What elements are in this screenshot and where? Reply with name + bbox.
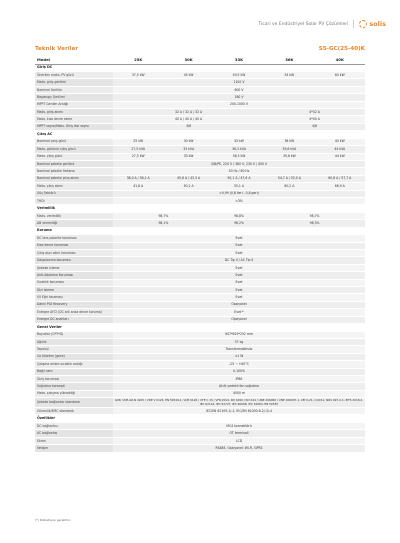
spec-label: Nominal şebeke frekansı: [35, 168, 113, 175]
spec-label: Dizi İzleme: [35, 287, 113, 294]
spec-row: [35, 123, 365, 130]
spec-value: 39,6 kW: [264, 153, 314, 160]
spec-value: 55,1 A: [214, 183, 264, 190]
spec-value: Opsiyonel: [113, 316, 365, 323]
section-title: Çıkış AC: [35, 131, 365, 139]
spec-row: [35, 423, 365, 430]
spec-value: -25 ~ +60°C: [113, 361, 365, 368]
spec-row: [35, 361, 365, 368]
section-title: Giriş DC: [35, 64, 365, 72]
spec-label: Bağıl nem: [35, 368, 113, 375]
spec-label: DC ters polarite koruması: [35, 235, 113, 242]
spec-value: 98,7%: [264, 212, 365, 219]
spec-value: 36,3 kW: [214, 153, 264, 160]
spec-value: 1100 V: [113, 79, 365, 86]
column-header: 40K: [315, 56, 365, 64]
spec-value: G98, VDE-AR-N 4105 / VDE V 0124, EN 50549-1, VDE 0126 / UTE C 15 / VFR:2014, RD 1699 / RD 244 / UNE 206006 / UNE 206007-1, CEI 0-21, C10/11, NRS 097-2-1, EIFS 2018.2, IEC 62116, IEC 61727, IEC 60068, IEC 61683, EN 50530: [114, 398, 364, 406]
spec-row: [35, 316, 365, 323]
section-header: [35, 227, 365, 235]
spec-value: 4/8: [264, 123, 365, 130]
spec-label: Topoloji: [35, 346, 113, 353]
spec-value: RS485, Opsiyonel: Wi-Fi, GPRS: [113, 445, 365, 452]
spec-row: [35, 153, 365, 160]
spec-value: Transformatörsüz: [113, 346, 365, 353]
spec-value: Opsiyonel: [113, 301, 365, 308]
spec-value: >0,99 (0,8 ileri - 0,8 geri): [113, 190, 365, 197]
header-tagline: Ticari ve Endüstriyel Solar PV Çözümleri: [258, 21, 349, 27]
spec-label: Maks. giriş gerilimi: [35, 79, 113, 86]
spec-label: Dahili PID Recovery: [35, 301, 113, 308]
spec-label: THDi: [35, 197, 113, 204]
spec-row: [35, 375, 365, 382]
section-title: Genel Veriler: [35, 323, 365, 331]
spec-value: 38,0 A / 36,1 A: [113, 175, 163, 182]
spec-label: Ağırlık: [35, 338, 113, 345]
spec-label: Sıcaklık koruması: [35, 279, 113, 286]
spec-value: 3/N/PE, 220 V / 380 V, 230 V / 400 V: [113, 160, 365, 167]
spec-row: [35, 287, 365, 294]
spec-row: [35, 338, 365, 345]
spec-row: [35, 437, 365, 444]
spec-row: [35, 353, 365, 360]
spec-label: Başlangıç Gerilimi: [35, 94, 113, 101]
section-title: Koruma: [35, 227, 365, 235]
column-header-model: Model: [35, 56, 113, 64]
spec-row: [35, 294, 365, 301]
spec-label: Soğutma konsepti: [35, 383, 113, 390]
spec-label: Maks. görünür çıkış gücü: [35, 146, 113, 153]
title-bar: [35, 46, 365, 52]
spec-label: Çalışma ortam sıcaklık aralığı: [35, 361, 113, 368]
spec-value: 60,8 A / 57,7 A: [315, 175, 365, 182]
spec-value: MC4 konnektörü: [113, 423, 365, 430]
spec-value: 98,2%: [214, 220, 264, 227]
spec-value: 37,5 kW: [113, 72, 163, 79]
column-header: 25K: [113, 56, 163, 64]
spec-row: [35, 138, 365, 145]
spec-label: Nominal şebeke gerilimi: [35, 160, 113, 167]
spec-value: 33 kW: [163, 153, 213, 160]
spec-row: [35, 212, 365, 219]
spec-label: Öz tüketim (gece): [35, 353, 113, 360]
spec-row: [35, 242, 365, 249]
spec-value: Evet: [113, 242, 365, 249]
sun-icon: [359, 20, 367, 28]
spec-row: [35, 79, 365, 86]
spec-value: 30 kW: [163, 138, 213, 145]
spec-label: Maks. verimlilik: [35, 212, 113, 219]
spec-rows: [35, 64, 365, 452]
spec-value: IEC/EN 62109-1/-2, IEC/EN 61000-6-2/-3/-4: [113, 408, 365, 415]
spec-value: DC Tip II / AC Tip II: [113, 257, 365, 264]
spec-label: DC bağlantısı: [35, 423, 113, 430]
spec-value: 60,2 A: [264, 183, 314, 190]
spec-value: 45 kW: [163, 72, 213, 79]
spec-value: 50,2 A: [163, 183, 213, 190]
spec-table: [35, 56, 365, 453]
header-divider: [353, 20, 354, 28]
spec-row: [35, 257, 365, 264]
spec-value: 3/6: [113, 123, 264, 130]
spec-row: [35, 346, 365, 353]
page-title: Teknik Veriler: [35, 46, 79, 52]
spec-value: 54,7 A / 52,0 A: [264, 175, 314, 182]
spec-value: Evet: [113, 264, 365, 271]
spec-value: 98,1%: [113, 220, 214, 227]
spec-value: 60 kW: [315, 72, 365, 79]
spec-label: Anti-Adalama Koruması: [35, 272, 113, 279]
spec-row: [35, 109, 365, 116]
spec-row: [35, 309, 365, 316]
spec-value: 98,8%: [214, 212, 264, 219]
spec-value: 25 kW: [113, 138, 163, 145]
spec-value: 66,9 A: [315, 183, 365, 190]
spec-label: Önerilen maks. PV gücü: [35, 72, 113, 79]
section-header: [35, 415, 365, 423]
spec-value: 36 kW: [264, 138, 314, 145]
spec-row: [35, 368, 365, 375]
series-title: S5-GC(25-40)K: [318, 46, 365, 52]
spec-value: 49,5 kW: [214, 72, 264, 79]
spec-value: 4*32 A: [264, 109, 365, 116]
spec-row: [35, 279, 365, 286]
spec-label: MPPT sayısı/Maks. Giriş dizi sayısı: [35, 123, 113, 130]
spec-row: [35, 190, 365, 197]
spec-value: 50 Hz / 60 Hz: [113, 168, 365, 175]
spec-label: İletişim: [35, 445, 113, 452]
spec-label: Nominal çıkış gücü: [35, 138, 113, 145]
brand-name: solis: [369, 20, 386, 28]
spec-label: Çıkış aşırı akım koruması: [35, 250, 113, 257]
spec-row: [35, 116, 365, 123]
spec-label: Güvenlik/EMC standardı: [35, 408, 113, 415]
spec-row: [35, 250, 365, 257]
spec-row: [35, 430, 365, 437]
spec-label: Maks. kısa devre akımı: [35, 116, 113, 123]
spec-label: Boyutlar (G*Y*D): [35, 331, 113, 338]
spec-value: 0-100%: [113, 368, 365, 375]
spec-value: 200-1000 V: [113, 101, 365, 108]
spec-value: OT terminali: [113, 430, 365, 437]
spec-row: [35, 220, 365, 227]
section-header: [35, 205, 365, 213]
spec-row: [35, 175, 365, 182]
spec-value: 45,6 A / 43,3 A: [163, 175, 213, 182]
spec-value: 32 A / 32 A / 32 A: [113, 109, 264, 116]
spec-row: [35, 183, 365, 190]
spec-value: Evet: [113, 279, 365, 286]
spec-value: Evet: [113, 235, 365, 242]
spec-value: Akıllı yedekli fan soğutma: [113, 383, 365, 390]
spec-label: Nominal şebeke çıkış akımı: [35, 175, 113, 182]
section-header: [35, 131, 365, 139]
spec-row: [35, 168, 365, 175]
spec-label: Entegre AFCI (DC ark arıza devre koruma): [35, 309, 113, 316]
spec-value: Evet: [113, 250, 365, 257]
spec-value: 44 kVA: [315, 146, 365, 153]
spec-row: [35, 390, 365, 397]
spec-label: Dalgalanma koruması: [35, 257, 113, 264]
spec-value: LCD: [113, 437, 365, 444]
spec-label: AC bağlantısı: [35, 430, 113, 437]
spec-value: 44 kW: [315, 153, 365, 160]
spec-value: IP66: [113, 375, 365, 382]
spec-value: Evet: [113, 287, 365, 294]
spec-value: 33 kW: [214, 138, 264, 145]
spec-row: [35, 72, 365, 79]
spec-value: Evet *: [113, 309, 365, 316]
section-header: [35, 323, 365, 331]
spec-row: [35, 398, 365, 408]
header: [258, 20, 386, 28]
spec-value: 27,5 kVA: [113, 146, 163, 153]
spec-row: [35, 272, 365, 279]
spec-label: AB verimliliği: [35, 220, 113, 227]
spec-value: 600 V: [113, 86, 365, 93]
spec-row: [35, 383, 365, 390]
spec-row: [35, 160, 365, 167]
spec-label: MPPT Gerilim Aralığı: [35, 101, 113, 108]
section-title: Verimlilik: [35, 205, 365, 213]
spec-label: Kısa devre koruması: [35, 242, 113, 249]
spec-row: [35, 101, 365, 108]
spec-value: 647*629*252 mm: [113, 331, 365, 338]
spec-value: Evet: [113, 272, 365, 279]
spec-value: 4*40 A: [264, 116, 365, 123]
spec-row: [35, 235, 365, 242]
spec-row: [35, 331, 365, 338]
spec-row: [35, 264, 365, 271]
section-header: [35, 64, 365, 72]
column-header: 33K: [214, 56, 264, 64]
spec-label: Maks. çıkış akımı: [35, 183, 113, 190]
spec-label: Şebeke bağlantısı standardı: [35, 398, 113, 408]
spec-row: [35, 86, 365, 93]
spec-value: 41,8 A: [113, 183, 163, 190]
spec-row: [35, 408, 365, 415]
spec-value: 33 kVA: [163, 146, 213, 153]
spec-value: <3%: [113, 197, 365, 204]
spec-row: [35, 301, 365, 308]
spec-value: 40 kW: [315, 138, 365, 145]
spec-value: 180 V: [113, 94, 365, 101]
spec-value: 50,1 A / 47,6 A: [214, 175, 264, 182]
spec-row: [35, 94, 365, 101]
spec-value: 4000 m: [113, 390, 365, 397]
brand-logo: [359, 20, 386, 28]
spec-row: [35, 197, 365, 204]
spec-value: 36,3 kVA: [214, 146, 264, 153]
column-header-row: [35, 56, 365, 64]
spec-value: 54 kW: [264, 72, 314, 79]
spec-value: Evet: [113, 294, 365, 301]
spec-label: Entegre DC anahtarı: [35, 316, 113, 323]
spec-label: Nominal Gerilim: [35, 86, 113, 93]
spec-label: Maks. giriş akımı: [35, 109, 113, 116]
spec-value: 39,6 kVA: [264, 146, 314, 153]
footnote: (*) Rikkatlıyısı gerektirir.: [35, 518, 72, 522]
spec-label: Maks. çıkış gücü: [35, 153, 113, 160]
spec-label: Güç Faktörü: [35, 190, 113, 197]
spec-label: I/V Eğri taraması: [35, 294, 113, 301]
spec-label: Maks. çalışma yüksekliği: [35, 390, 113, 397]
section-title: Özellikler: [35, 415, 365, 423]
spec-value: 27,5 kW: [113, 153, 163, 160]
spec-value: 98,3%: [264, 220, 365, 227]
spec-label: Şebeke izleme: [35, 264, 113, 271]
spec-value: 40 A / 40 A / 40 A: [113, 116, 264, 123]
spec-row: [35, 146, 365, 153]
spec-row: [35, 445, 365, 452]
spec-label: Ekran: [35, 437, 113, 444]
column-header: 30K: [163, 56, 213, 64]
spec-value: 37 kg: [113, 338, 365, 345]
spec-label: Giriş koruması: [35, 375, 113, 382]
spec-value: 98,7%: [113, 212, 214, 219]
column-header: 36K: [264, 56, 314, 64]
spec-value: <1 W: [113, 353, 365, 360]
